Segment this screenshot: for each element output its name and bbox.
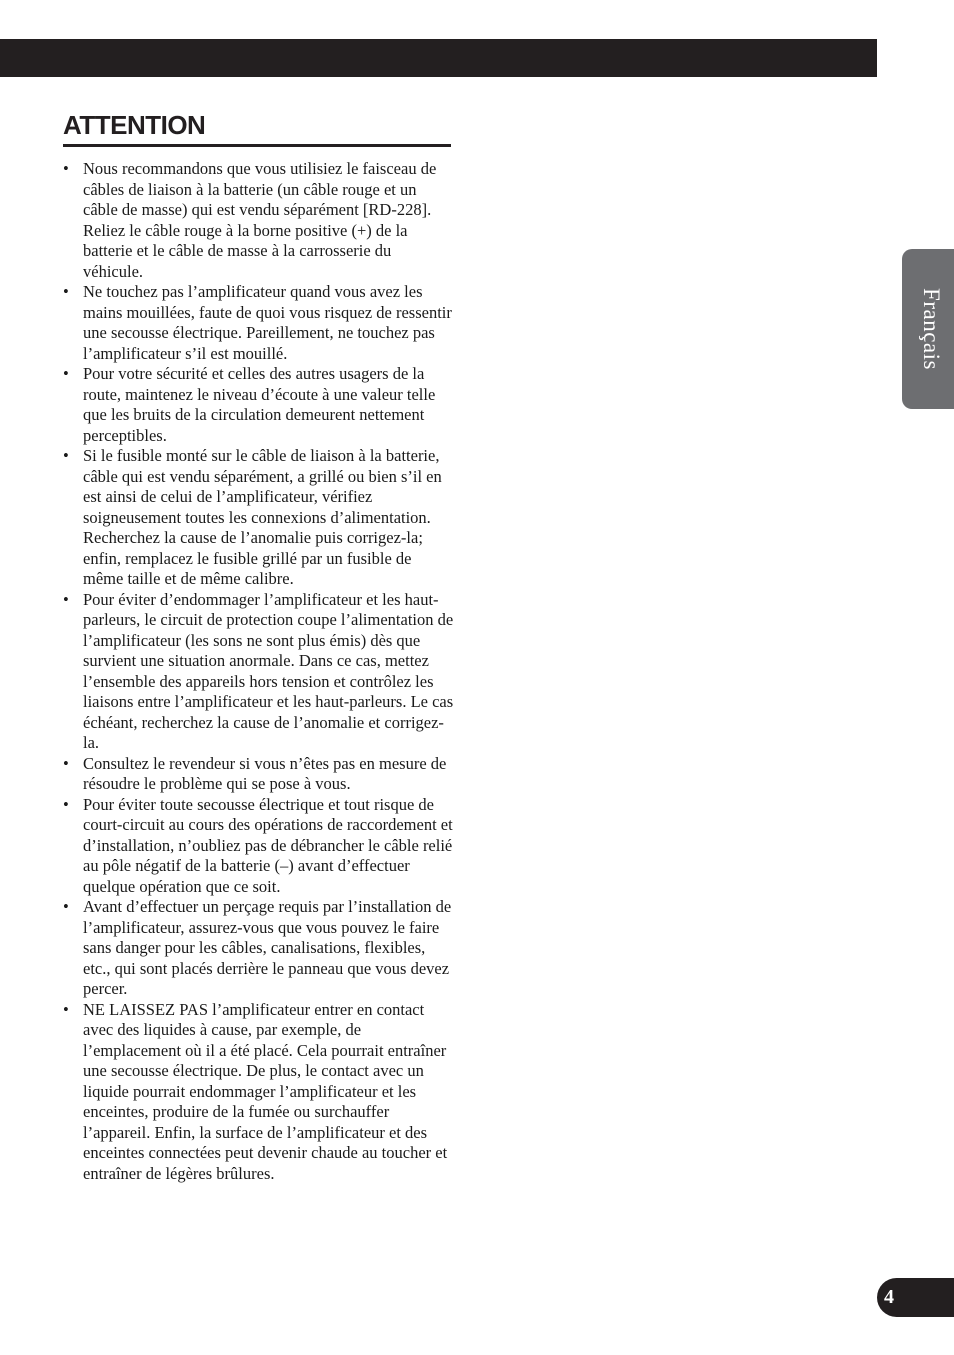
- list-item: • Si le fusible monté sur le câble de liaison à la batterie, câble qui est vendu séparément, a grillé ou bien s’il en est ainsi de celui de l’amplificateur, vérifiez soigneusement toutes les connexions d’alimentation. Recherchez la cause de l’anomalie puis corrigez-la; enfin, remplacez le fusible grillé par un fusible de même taille et de même calibre.: [63, 446, 455, 590]
- caution-list: [63, 159, 455, 1184]
- list-item: • Ne touchez pas l’amplificateur quand vous avez les mains mouillées, faute de quoi vous risquez de ressentir une secousse électrique. Pareillement, ne touchez pas l’amplificateur s’il est mouillé.: [63, 282, 455, 364]
- section-heading: ATTENTION: [63, 110, 206, 140]
- language-tab-label: Français: [919, 288, 944, 370]
- list-item: • Pour éviter d’endommager l’amplificateur et les haut-parleurs, le circuit de protection coupe l’alimentation de l’amplificateur (les sons ne sont plus émis) dès que survient une situation anormale. Dans ce cas, mettez l’ensemble des appareils hors tension et contrôlez les liaisons entre l’amplificateur et les haut-parleurs. Le cas échéant, recherchez la cause de l’anomalie et corrigez-la.: [63, 590, 455, 754]
- list-item: • Pour éviter toute secousse électrique et tout risque de court-circuit au cours des opérations de raccordement et d’installation, n’oubliez pas de débrancher le câble relié au pôle négatif de la batterie (–) avant d’effectuer quelque opération que ce soit.: [63, 795, 455, 898]
- header-bar: [0, 39, 877, 77]
- list-item: • Consultez le revendeur si vous n’êtes pas en mesure de résoudre le problème qui se pose à vous.: [63, 754, 455, 795]
- list-item: • Avant d’effectuer un perçage requis par l’installation de l’amplificateur, assurez-vous que vous pouvez le faire sans danger pour les câbles, canalisations, flexibles, etc., qui sont placés derrière le panneau que vous devez percer.: [63, 897, 455, 1000]
- page-number: 4: [884, 1286, 894, 1308]
- list-item: • Pour votre sécurité et celles des autres usagers de la route, maintenez le niveau d’écoute à une valeur telle que les bruits de la circulation demeurent nettement perceptibles.: [63, 364, 455, 446]
- list-item: • NE LAISSEZ PAS l’amplificateur entrer en contact avec des liquides à cause, par exemple, de l’emplacement où il a été placé. Cela pourrait entraîner une secousse électrique. De plus, le contact avec un liquide pourrait endommager l’amplificateur et les enceintes, produire de la fumée ou surchauffer l’appareil. Enfin, la surface de l’amplificateur et des enceintes connectées peut devenir chaude au toucher et entraîner de légères brûlures.: [63, 1000, 455, 1185]
- list-item: • Nous recommandons que vous utilisiez le faisceau de câbles de liaison à la batterie (un câble rouge et un câble de masse) qui est vendu séparément [RD-228]. Reliez le câble rouge à la borne positive (+) de la batterie et le câble de masse à la carrosserie du véhicule.: [63, 159, 455, 282]
- heading-underline: [63, 144, 451, 147]
